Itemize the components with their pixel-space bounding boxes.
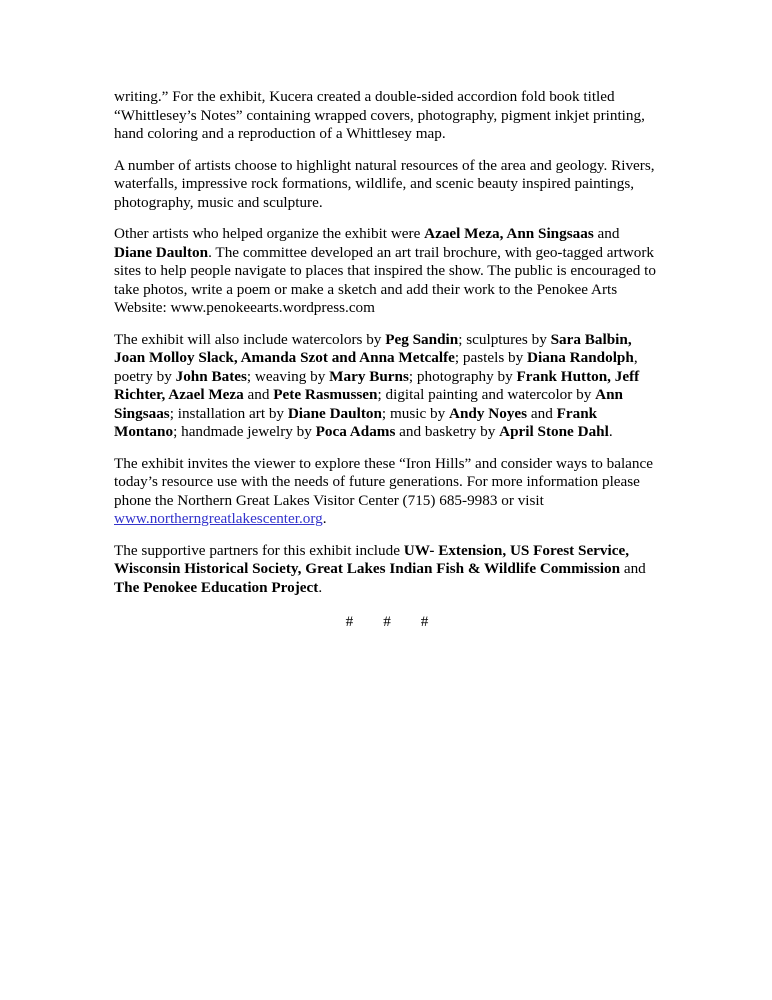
text-run: and xyxy=(243,386,274,403)
text-line xyxy=(114,473,660,492)
text-run: ; handmade jewelry by xyxy=(173,423,316,440)
text-run: The exhibit will also include watercolors by xyxy=(114,330,386,348)
bold-text-run: The Penokee Education Project xyxy=(114,578,319,596)
bold-text-run: Diana Randolph xyxy=(527,349,634,366)
text-run: take photos, write a poem or make a sketch and add their work to the Penokee Arts xyxy=(114,280,618,298)
bold-text-run: Richter, Azael Meza xyxy=(114,386,244,403)
text-run: poetry by xyxy=(114,367,176,385)
text-run: and xyxy=(527,404,557,422)
text-line xyxy=(114,225,660,244)
text-line xyxy=(114,542,660,561)
text-line xyxy=(114,262,660,281)
text-run: ; pastels by xyxy=(454,349,528,366)
bold-text-run: UW- Extension, US Forest Service, xyxy=(403,541,630,559)
bold-text-run: Diane Daulton xyxy=(114,243,209,261)
end-mark: # xyxy=(345,613,354,630)
text-run: A number of artists choose to highlight natural resources of the area and geology. Rivers, xyxy=(114,156,655,174)
text-run: ; photography by xyxy=(408,367,517,385)
text-line xyxy=(114,510,660,529)
text-line xyxy=(114,455,660,474)
text-line xyxy=(114,386,660,405)
text-line xyxy=(114,492,660,511)
text-line xyxy=(114,405,660,424)
text-line xyxy=(114,423,660,442)
text-run: and xyxy=(593,225,620,242)
text-run: The exhibit invites the viewer to explore these “Iron Hills” and consider ways to balance xyxy=(114,454,653,472)
text-line xyxy=(114,107,660,126)
text-run: writing.” For the exhibit, Kucera created a double-sided accordion fold book titled xyxy=(114,88,615,105)
text-line xyxy=(114,299,660,318)
bold-text-run: Frank Hutton, Jeff xyxy=(516,367,640,385)
bold-text-run: Mary Burns xyxy=(329,367,409,385)
text-run: today’s resource use with the needs of future generations. For more information please xyxy=(114,473,640,490)
text-run: ; sculptures by xyxy=(458,330,551,348)
text-line xyxy=(114,368,660,387)
text-line xyxy=(114,88,660,107)
end-mark: # xyxy=(383,613,391,630)
text-run: photography, music and sculpture. xyxy=(114,193,323,211)
text-line xyxy=(114,331,660,350)
text-run: Website: www.penokeearts.wordpress.com xyxy=(114,299,375,316)
text-run: . The committee developed an art trail brochure, with geo-tagged artwork xyxy=(208,243,654,261)
text-line xyxy=(114,244,660,263)
paragraph-3 xyxy=(114,225,660,318)
text-line xyxy=(114,194,660,213)
text-line xyxy=(114,125,660,144)
text-run: ; digital painting and watercolor by xyxy=(377,386,596,403)
text-run: Other artists who helped organize the exhibit were xyxy=(114,225,425,242)
bold-text-run: April Stone Dahl xyxy=(499,423,609,440)
text-run: , xyxy=(633,349,638,366)
text-run: ; music by xyxy=(381,404,449,422)
bold-text-run: John Bates xyxy=(175,367,247,385)
text-run: . xyxy=(322,510,327,527)
text-line xyxy=(114,349,660,368)
bold-text-run: Frank xyxy=(556,404,598,422)
bold-text-run: Joan Molloy Slack, Amanda Szot and Anna Metcalfe xyxy=(114,349,455,366)
text-line xyxy=(114,175,660,194)
text-line xyxy=(114,157,660,176)
paragraph-6 xyxy=(114,542,660,598)
paragraph-2 xyxy=(114,157,660,213)
bold-text-run: Montano xyxy=(114,423,174,440)
text-run: phone the Northern Great Lakes Visitor Center (715) 685-9983 or visit xyxy=(114,491,544,509)
bold-text-run: Singsaas xyxy=(114,404,170,422)
text-run: ; installation art by xyxy=(169,404,288,422)
text-run: hand coloring and a reproduction of a Whittlesey map. xyxy=(114,125,446,142)
bold-text-run: Ann xyxy=(595,386,623,403)
text-run: . xyxy=(318,578,323,596)
text-line xyxy=(114,579,660,598)
text-run: waterfalls, impressive rock formations, wildlife, and scenic beauty inspired paintings, xyxy=(114,175,635,192)
text-line xyxy=(114,560,660,579)
text-run: sites to help people navigate to places that inspired the show. The public is encouraged to xyxy=(114,262,656,279)
text-run: The supportive partners for this exhibit include xyxy=(114,541,404,559)
paragraph-5 xyxy=(114,455,660,529)
end-mark: # xyxy=(420,613,429,630)
end-marks xyxy=(114,613,660,632)
bold-text-run: Peg Sandin xyxy=(385,330,459,348)
text-run: and xyxy=(620,560,646,577)
paragraph-4 xyxy=(114,331,660,442)
bold-text-run: Diane Daulton xyxy=(287,404,382,422)
bold-text-run: Wisconsin Historical Society, Great Lakes Indian Fish & Wildlife Commission xyxy=(114,560,621,577)
bold-text-run: Poca Adams xyxy=(315,423,396,440)
text-run: and basketry by xyxy=(395,423,500,440)
text-run: . xyxy=(608,423,613,440)
text-run: “Whittlesey’s Notes” containing wrapped covers, photography, pigment inkjet printing, xyxy=(114,106,645,124)
bold-text-run: Sara Balbin, xyxy=(550,330,632,348)
hyperlink[interactable]: www.northerngreatlakescenter.org xyxy=(114,510,323,527)
text-line xyxy=(114,281,660,300)
document-body xyxy=(114,88,660,632)
bold-text-run: Andy Noyes xyxy=(449,404,528,422)
bold-text-run: Azael Meza, Ann Singsaas xyxy=(424,225,594,242)
bold-text-run: Pete Rasmussen xyxy=(273,386,378,403)
paragraph-1 xyxy=(114,88,660,144)
text-run: ; weaving by xyxy=(246,367,330,385)
